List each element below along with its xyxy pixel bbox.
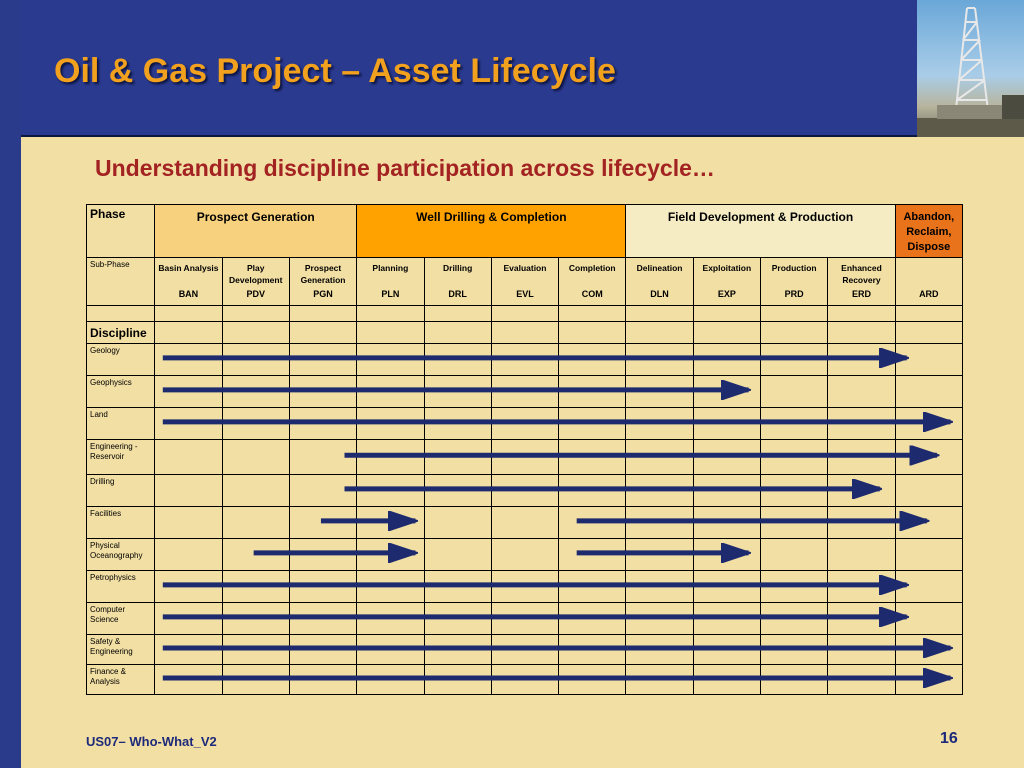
empty-cell xyxy=(222,322,289,344)
empty-cell xyxy=(559,571,626,603)
empty-cell xyxy=(424,322,491,344)
subphase-abbr: EXP xyxy=(717,289,736,299)
discipline-label: Geophysics xyxy=(87,376,155,408)
subphase-cell xyxy=(357,258,424,306)
empty-cell xyxy=(828,507,895,539)
empty-cell xyxy=(693,665,760,695)
empty-cell xyxy=(155,408,222,440)
empty-cell xyxy=(693,603,760,635)
slide-title: Oil & Gas Project – Asset Lifecycle xyxy=(54,52,616,90)
empty-cell xyxy=(155,306,222,322)
empty-cell xyxy=(693,344,760,376)
empty-cell xyxy=(357,306,424,322)
empty-cell xyxy=(693,475,760,507)
empty-cell xyxy=(289,306,356,322)
empty-cell xyxy=(491,344,558,376)
empty-cell xyxy=(357,635,424,665)
empty-cell xyxy=(289,665,356,695)
empty-cell xyxy=(761,475,828,507)
subphase-cell xyxy=(693,258,760,306)
subphase-row xyxy=(87,258,963,306)
left-accent-bar xyxy=(0,0,21,768)
empty-cell xyxy=(424,539,491,571)
empty-cell xyxy=(895,539,962,571)
empty-cell xyxy=(761,539,828,571)
empty-cell xyxy=(155,539,222,571)
slide-subtitle: Understanding discipline participation across lifecycle… xyxy=(95,155,715,181)
empty-cell xyxy=(155,376,222,408)
subphase-cell xyxy=(626,258,693,306)
empty-cell xyxy=(357,539,424,571)
discipline-label: Petrophysics xyxy=(87,571,155,603)
empty-cell xyxy=(289,635,356,665)
subphase-name: Production xyxy=(771,263,817,273)
discipline-row xyxy=(87,603,963,635)
subphase-name: Evaluation xyxy=(503,263,547,273)
empty-cell xyxy=(289,507,356,539)
empty-cell xyxy=(155,635,222,665)
subphase-name: Drilling xyxy=(443,263,473,273)
empty-cell xyxy=(626,507,693,539)
subphase-abbr: EVL xyxy=(516,289,534,299)
empty-cell xyxy=(559,665,626,695)
empty-cell xyxy=(559,376,626,408)
empty-cell xyxy=(895,322,962,344)
subphase-abbr: PRD xyxy=(784,289,804,299)
empty-cell xyxy=(491,635,558,665)
empty-cell xyxy=(491,408,558,440)
empty-cell xyxy=(626,665,693,695)
empty-cell xyxy=(761,306,828,322)
empty-cell xyxy=(155,440,222,475)
empty-cell xyxy=(559,440,626,475)
discipline-row xyxy=(87,635,963,665)
empty-cell xyxy=(559,322,626,344)
empty-cell xyxy=(155,344,222,376)
empty-cell xyxy=(761,440,828,475)
empty-cell xyxy=(222,665,289,695)
subphase-abbr: PDV xyxy=(246,289,265,299)
empty-cell xyxy=(424,665,491,695)
empty-cell xyxy=(222,376,289,408)
discipline-header-row xyxy=(87,322,963,344)
empty-cell xyxy=(828,344,895,376)
empty-cell xyxy=(357,475,424,507)
subphase-name: Delineation xyxy=(636,263,683,273)
empty-cell xyxy=(357,322,424,344)
empty-cell xyxy=(895,376,962,408)
empty-cell xyxy=(222,344,289,376)
empty-cell xyxy=(828,635,895,665)
empty-cell xyxy=(87,306,155,322)
discipline-header-label: Discipline xyxy=(87,322,155,344)
empty-cell xyxy=(626,376,693,408)
empty-cell xyxy=(626,306,693,322)
subphase-cell xyxy=(289,258,356,306)
empty-cell xyxy=(761,344,828,376)
empty-cell xyxy=(491,571,558,603)
discipline-row xyxy=(87,376,963,408)
subphase-name: Basin Analysis xyxy=(158,263,219,273)
empty-cell xyxy=(828,322,895,344)
subphase-cell xyxy=(155,258,222,306)
empty-cell xyxy=(155,603,222,635)
empty-cell xyxy=(357,571,424,603)
discipline-row xyxy=(87,344,963,376)
empty-cell xyxy=(155,665,222,695)
empty-cell xyxy=(289,475,356,507)
subphase-abbr: BAN xyxy=(178,289,199,299)
subphase-abbr: PGN xyxy=(313,289,333,299)
empty-cell xyxy=(289,539,356,571)
subphase-cell xyxy=(895,258,962,306)
discipline-label: Finance & Analysis xyxy=(87,665,155,695)
subphase-name: Enhanced Recovery xyxy=(841,263,882,285)
discipline-row xyxy=(87,665,963,695)
discipline-label: Facilities xyxy=(87,507,155,539)
empty-cell xyxy=(424,635,491,665)
empty-cell xyxy=(761,376,828,408)
empty-cell xyxy=(289,440,356,475)
empty-cell xyxy=(693,306,760,322)
empty-cell xyxy=(626,539,693,571)
drilling-rig-icon xyxy=(917,0,1024,137)
empty-cell xyxy=(559,635,626,665)
subphase-abbr: PLN xyxy=(381,289,400,299)
empty-cell xyxy=(491,507,558,539)
empty-cell xyxy=(895,408,962,440)
footer-doc-id: US07– Who-What_V2 xyxy=(86,734,217,749)
empty-cell xyxy=(693,322,760,344)
page-number: 16 xyxy=(940,730,958,747)
empty-cell xyxy=(559,306,626,322)
empty-cell xyxy=(491,603,558,635)
empty-cell xyxy=(693,571,760,603)
empty-cell xyxy=(424,408,491,440)
spacer-row xyxy=(87,306,963,322)
empty-cell xyxy=(491,665,558,695)
empty-cell xyxy=(761,322,828,344)
empty-cell xyxy=(626,322,693,344)
discipline-label: Land xyxy=(87,408,155,440)
discipline-label: Engineering - Reservoir xyxy=(87,440,155,475)
empty-cell xyxy=(761,635,828,665)
empty-cell xyxy=(828,571,895,603)
subphase-abbr: DLN xyxy=(650,289,669,299)
empty-cell xyxy=(626,475,693,507)
empty-cell xyxy=(626,440,693,475)
empty-cell xyxy=(491,475,558,507)
empty-cell xyxy=(424,306,491,322)
empty-cell xyxy=(289,571,356,603)
empty-cell xyxy=(895,475,962,507)
empty-cell xyxy=(424,440,491,475)
subphase-cell xyxy=(559,258,626,306)
empty-cell xyxy=(693,376,760,408)
empty-cell xyxy=(761,408,828,440)
discipline-row xyxy=(87,507,963,539)
subphase-cell xyxy=(828,258,895,306)
subphase-abbr: COM xyxy=(581,289,603,299)
empty-cell xyxy=(289,603,356,635)
lifecycle-table xyxy=(86,204,963,695)
subphase-name: Exploitation xyxy=(702,263,752,273)
empty-cell xyxy=(424,344,491,376)
empty-cell xyxy=(895,507,962,539)
empty-cell xyxy=(424,603,491,635)
empty-cell xyxy=(828,475,895,507)
empty-cell xyxy=(491,322,558,344)
empty-cell xyxy=(424,475,491,507)
subphase-cell xyxy=(222,258,289,306)
discipline-label: Computer Science xyxy=(87,603,155,635)
empty-cell xyxy=(895,635,962,665)
discipline-row xyxy=(87,440,963,475)
empty-cell xyxy=(895,440,962,475)
empty-cell xyxy=(289,408,356,440)
empty-cell xyxy=(222,539,289,571)
empty-cell xyxy=(828,408,895,440)
empty-cell xyxy=(895,571,962,603)
discipline-label: Geology xyxy=(87,344,155,376)
empty-cell xyxy=(828,539,895,571)
empty-cell xyxy=(357,603,424,635)
drilling-rig-photo xyxy=(917,0,1024,137)
empty-cell xyxy=(693,635,760,665)
empty-cell xyxy=(357,440,424,475)
empty-cell xyxy=(693,408,760,440)
empty-cell xyxy=(761,603,828,635)
phase-cell: Abandon, Reclaim, Dispose xyxy=(895,205,962,258)
empty-cell xyxy=(155,507,222,539)
empty-cell xyxy=(828,376,895,408)
empty-cell xyxy=(491,376,558,408)
empty-cell xyxy=(693,539,760,571)
empty-cell xyxy=(289,344,356,376)
subphase-header-label: Sub-Phase xyxy=(87,258,155,306)
empty-cell xyxy=(559,507,626,539)
discipline-label: Drilling xyxy=(87,475,155,507)
empty-cell xyxy=(828,440,895,475)
empty-cell xyxy=(626,344,693,376)
title-banner xyxy=(21,0,917,137)
empty-cell xyxy=(424,571,491,603)
empty-cell xyxy=(357,507,424,539)
empty-cell xyxy=(761,571,828,603)
empty-cell xyxy=(559,408,626,440)
empty-cell xyxy=(626,635,693,665)
empty-cell xyxy=(895,603,962,635)
subphase-name: Prospect Generation xyxy=(300,263,346,285)
phase-cell: Prospect Generation xyxy=(155,205,357,258)
empty-cell xyxy=(155,322,222,344)
empty-cell xyxy=(222,408,289,440)
empty-cell xyxy=(693,440,760,475)
empty-cell xyxy=(693,507,760,539)
empty-cell xyxy=(491,440,558,475)
empty-cell xyxy=(559,603,626,635)
empty-cell xyxy=(491,306,558,322)
empty-cell xyxy=(222,571,289,603)
empty-cell xyxy=(424,376,491,408)
phase-header-label: Phase xyxy=(87,205,155,258)
subphase-abbr: ERD xyxy=(851,289,871,299)
empty-cell xyxy=(626,571,693,603)
empty-cell xyxy=(222,603,289,635)
phase-cell: Well Drilling & Completion xyxy=(357,205,626,258)
discipline-row xyxy=(87,475,963,507)
empty-cell xyxy=(559,475,626,507)
empty-cell xyxy=(761,665,828,695)
empty-cell xyxy=(761,507,828,539)
empty-cell xyxy=(155,475,222,507)
empty-cell xyxy=(828,306,895,322)
empty-cell xyxy=(895,665,962,695)
subphase-name: Planning xyxy=(372,263,409,273)
empty-cell xyxy=(289,376,356,408)
empty-cell xyxy=(222,507,289,539)
empty-cell xyxy=(828,603,895,635)
subphase-name: Completion xyxy=(568,263,616,273)
subphase-cell xyxy=(491,258,558,306)
discipline-label: Safety & Engineering xyxy=(87,635,155,665)
discipline-row xyxy=(87,539,963,571)
discipline-row xyxy=(87,571,963,603)
subphase-abbr: DRL xyxy=(448,289,467,299)
empty-cell xyxy=(222,440,289,475)
subphase-cell xyxy=(424,258,491,306)
empty-cell xyxy=(895,306,962,322)
empty-cell xyxy=(222,635,289,665)
empty-cell xyxy=(222,475,289,507)
discipline-label: Physical Oceanography xyxy=(87,539,155,571)
empty-cell xyxy=(828,665,895,695)
empty-cell xyxy=(357,344,424,376)
empty-cell xyxy=(222,306,289,322)
empty-cell xyxy=(626,603,693,635)
empty-cell xyxy=(357,376,424,408)
empty-cell xyxy=(559,344,626,376)
phase-row xyxy=(87,205,963,258)
empty-cell xyxy=(895,344,962,376)
empty-cell xyxy=(626,408,693,440)
empty-cell xyxy=(155,571,222,603)
lifecycle-table-area xyxy=(86,204,965,695)
discipline-row xyxy=(87,408,963,440)
empty-cell xyxy=(559,539,626,571)
phase-cell: Field Development & Production xyxy=(626,205,895,258)
subphase-cell xyxy=(761,258,828,306)
empty-cell xyxy=(424,507,491,539)
subphase-abbr: ARD xyxy=(919,289,939,299)
empty-cell xyxy=(491,539,558,571)
subphase-name: Play Development xyxy=(229,263,283,285)
empty-cell xyxy=(289,322,356,344)
empty-cell xyxy=(357,665,424,695)
empty-cell xyxy=(357,408,424,440)
